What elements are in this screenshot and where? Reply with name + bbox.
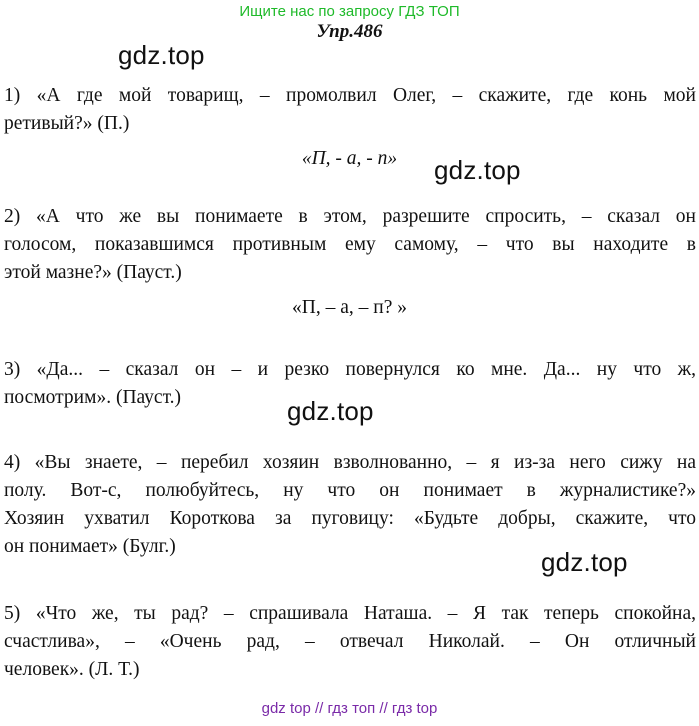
text-line: голосом, показавшимся противным ему самому, – что вы находите в bbox=[4, 234, 696, 255]
text-line: Хозяин ухватил Короткова за пуговицу: «Будьте добры, скажите, что bbox=[4, 508, 696, 529]
text-line: посмотрим». (Пауст.) bbox=[4, 387, 182, 408]
text-line: он понимает» (Булг.) bbox=[4, 536, 176, 557]
exercise-title: Упр.486 bbox=[316, 21, 383, 42]
text-line: 5) «Что же, ты рад? – спрашивала Наташа. – Я так теперь спокойна, bbox=[4, 603, 696, 624]
footer-links[interactable]: gdz top // гдз топ // гдз top bbox=[261, 700, 438, 717]
exercise-item-3 bbox=[4, 356, 696, 412]
exercise-item-2 bbox=[4, 203, 696, 287]
watermark: gdz.top bbox=[118, 40, 205, 70]
punctuation-scheme-2: «П, – а, – п? » bbox=[292, 297, 407, 318]
text-line: счастлива», – «Очень рад, – отвечал Николай. – Он отличный bbox=[4, 631, 696, 652]
text-line: ретивый?» (П.) bbox=[4, 113, 130, 134]
watermark: gdz.top bbox=[434, 155, 521, 185]
exercise-item-5 bbox=[4, 600, 696, 684]
watermark: gdz.top bbox=[287, 396, 374, 426]
text-line: 3) «Да... – сказал он – и резко повернулся ко мне. Да... ну что ж, bbox=[4, 359, 696, 380]
text-line: человек». (Л. Т.) bbox=[4, 659, 140, 680]
top-banner[interactable]: Ищите нас по запросу ГДЗ ТОП bbox=[239, 3, 460, 20]
text-line: 2) «А что же вы понимаете в этом, разрешите спросить, – сказал он bbox=[4, 206, 696, 227]
text-line: этой мазне?» (Пауст.) bbox=[4, 262, 182, 283]
text-line: 4) «Вы знаете, – перебил хозяин взволнованно, – я из-за него сижу на bbox=[4, 452, 696, 473]
punctuation-scheme-1: «П, - а, - п» bbox=[301, 148, 398, 169]
exercise-item-4 bbox=[4, 449, 696, 561]
watermark: gdz.top bbox=[541, 547, 628, 577]
text-line: полу. Вот-с, полюбуйтесь, ну что он понимает в журналистике?» bbox=[4, 480, 696, 501]
exercise-item-1 bbox=[4, 82, 696, 138]
text-line: 1) «А где мой товарищ, – промолвил Олег, – скажите, где конь мой bbox=[4, 85, 696, 106]
